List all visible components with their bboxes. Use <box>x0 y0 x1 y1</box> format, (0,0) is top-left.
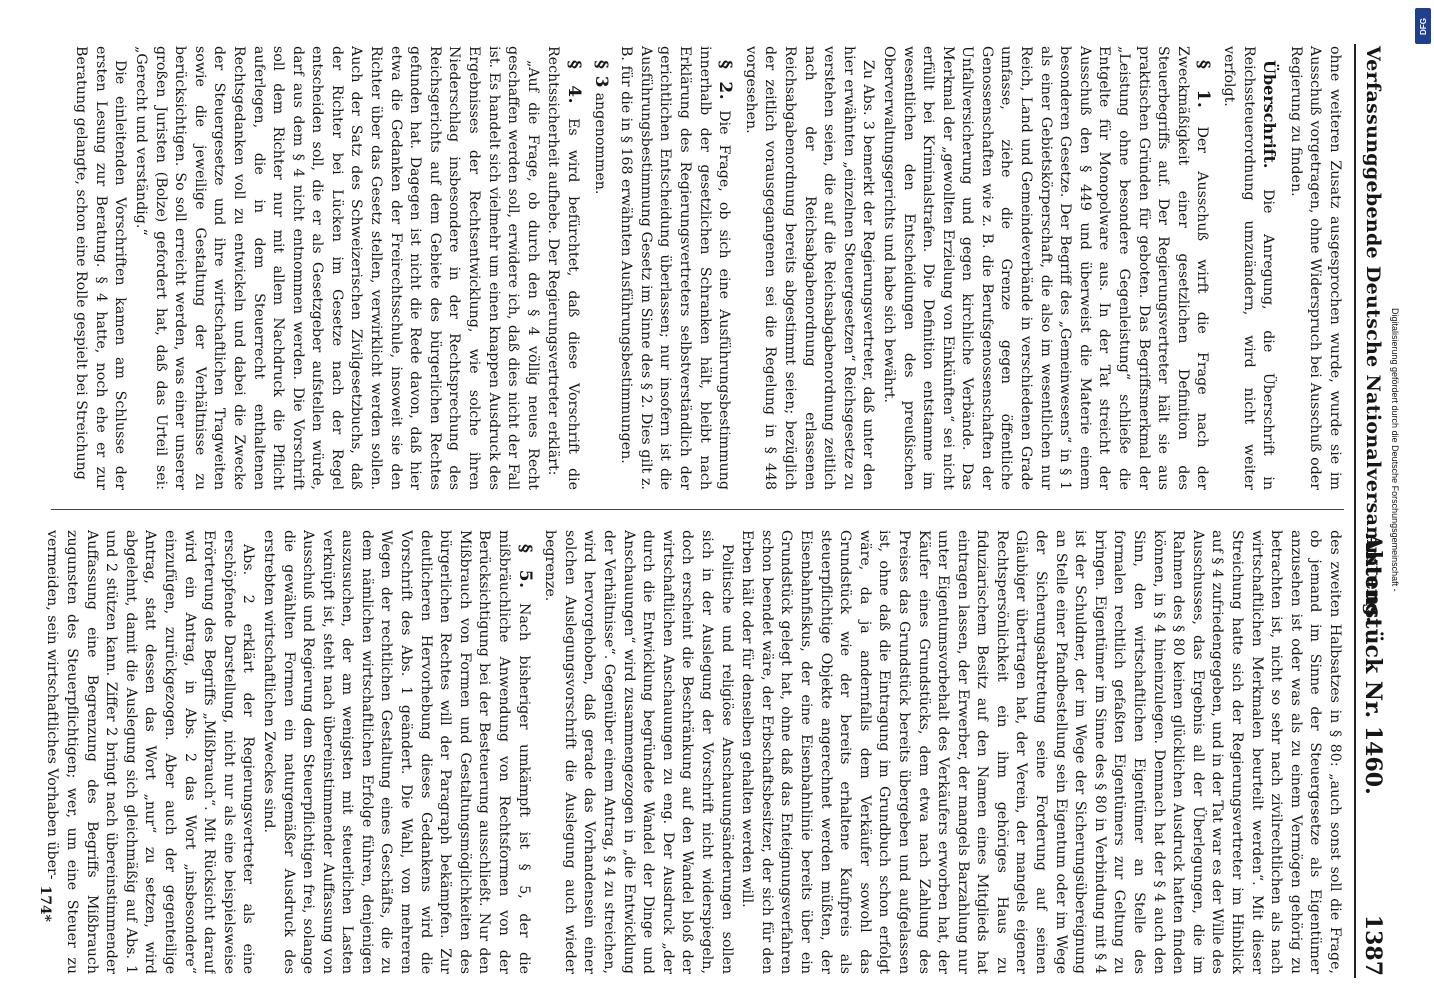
signature-mark: 174* <box>37 885 53 922</box>
document-number: Aktenstück Nr. 1460. <box>1360 533 1386 795</box>
section-label: § 1. <box>1193 60 1214 109</box>
running-head-title: Verfassunggebende Deutsche Nationalversammlung. <box>1362 46 1384 624</box>
section-3 <box>589 46 610 490</box>
paragraph: Abs. 2 erklärt der Regierungsvertreter als eine erschöpfende Darstellung, nicht nur als eine beispielsweise Erörterung des Begriffs „Mißbrauch“. Mit Rücksicht darauf wird ein Antrag, in Abs. 2 das Wort „insbesondere“ einzufügen, zurückgezogen. Aber auch der gegenteilige Antrag, statt dessen das Wort „nur“ zu setzen, wird abgelehnt, damit die Auslegung sich gleichmäßig auf Abs. 1 und 2 stützen kann. Ziffer 2 bringt nach übereinstimmender Auffassung eine Begrenzung des Begriffs Mißbrauch zugunsten des Steuerpflichtigen; wer, um eine Steuer zu vermeiden, sein wirtschaftliches Vorhaben über- <box>44 530 257 974</box>
section-2 <box>616 46 735 490</box>
paragraph: Politische und religiöse Anschauungsänderungen sollen sich in der Auslegung der Vorschrift nicht widerspiegeln, doch erscheint die Beschränkung auf den Wandel bloß der wirtschaftlichen Anschauungen zu eng. Der Ausdruck „der durch die Entwicklung begründete Wandel der Dinge und Anschauungen“ wird zusammengezogen in „die Entwicklung der Verhältnisse“. Gegenüber einem Antrag, § 4 zu streichen, wird hervorgehoben, daß gerade das Vorhandensein einer solchen Auslegungsvorschrift die Auslegung auch wieder begrenze. <box>542 530 735 974</box>
dfg-logo: DFG <box>1415 8 1431 44</box>
section-4 <box>543 46 583 490</box>
scanned-page <box>35 40 1390 982</box>
section-label: § 2. <box>715 60 736 101</box>
left-column <box>43 46 1344 490</box>
section-text: Die Anregung, die Überschrift in Reichssteuerordnung umzuändern, wird nicht weiter verfolgt. <box>1221 46 1277 490</box>
section-text: Die Frage, ob sich eine Ausführungsbestimmung innerhalb der gesetzlichen Schranken hält, bleibt nach Erklärung des Regierungsvertreters selbstverständlich der gerichtlichen Entscheidung überlassen; nur insofern ist die Ausführungsbestimmung Gesetz im Sinne des § 2. Dies gilt z. B. für die in § 168 erwähnten Ausführungsbestimmungen. <box>618 46 733 490</box>
quotation: „Auf die Frage, ob durch den § 4 völlig neues Recht geschaffen werden soll, erwidere ich, daß dies nicht der Fall ist. Es handelt sich vielmehr um einen knappen Ausdruck des Ergebnisses der Rechtsentwicklung, wie solche ihren Niederschlag insbesondere in der Rechtsprechung des Reichsgerichts auf dem Gebiete des bürgerlichen Rechtes gefunden hat. Dagegen ist nicht die Rede davon, daß hier etwa die Gedanken der Freirechtsschule, insoweit sie den Richter über das Gesetz stellen, verwirklicht werden sollen. Auch der Satz des Schweizerischen Zivilgesetzbuchs, daß der Richter bei Lücken im Gesetze nach der Regel entscheiden soll, die er als Gesetzgeber aufstellen würde, darf aus dem § 4 nicht entnommen werden. Die Vorschrift soll dem Richter nur mit allem Nachdruck die Pflicht auferlegen, die in dem Steuerrecht enthaltenen Rechtsgedanken voll zu entwickeln und dabei die Zwecke der Steuergesetze und ihre wirtschaftlichen Tragweiten sowie die jeweilige Gestaltung der Verhältnisse zu berücksichtigen. So soll erreicht werden, was einer unserer großen Juristen (Bolze) gefordert hat, daß das Urteil sei: „Gerecht und verständig.“ <box>132 46 541 490</box>
paragraph: des zweiten Halbsatzes in § 80: „auch sonst soll die Frage, ob jemand im Sinne der Steuergesetze als Eigentümer anzusehen ist oder was als zu einem Vermögen gehörig zu betrachten ist, nicht so sehr nach zivilrechtlichen als nach wirtschaftlichen Merkmalen beurteilt werden“. Mit dieser Streichung hatte sich der Regierungsvertreter im Hinblick auf § 4 zufriedengegeben, und in der Tat war es der Wille des Ausschusses, das Ergebnis all der Überlegungen, die im Rahmen des § 80 keinen glücklichen Ausdruck hatten finden können, in § 4 hineinzulegen. Demnach hat der § 4 auch den Sinn, den wirtschaftlichen Eigentümer an Stelle des formalen rechtlich gefaßten Eigentümers zur Geltung zu bringen. Eigentümer im Sinne des § 80 in Verbindung mit § 4 ist der Schuldner, der im Wege der Sicherungsübereignung an Stelle einer Pfandbestellung sein Eigentum oder im Wege der Sicherungsabtretung seine Forderung auf seinen Gläubiger übertragen hat, der Verein, der mangels eigener Rechtspersönlichkeit ein ihm gehöriges Haus zu fiduziarischem Besitz auf den Namen eines Mitglieds hat eintragen lassen, der Erwerber, der mangels Barzahlung nur unter Eigentumsvorbehalt des Verkäufers erworben hat, der Käufer eines Grundstücks, dem etwa nach Zahlung des Preises das Grundstück bereits übergeben und aufgelassen ist, ohne daß die Eintragung im Grundbuch schon erfolgt wäre, da ja andernfalls dem Verkäufer sowohl das Grundstück wie der bereits erhaltene Kaufpreis als steuerpflichtige Objekte angerechnet werden müßten, der Eisenbahnfiskus, der eine Eisenbahnlinie bereits über ein Grundstück gelegt hat, ohne daß das Enteignungsverfahren schon beendet wäre, der Erbschaftsbesitzer, der sich für den Erben hält oder für denselben gehalten werden will. <box>739 530 1343 974</box>
digitization-credit <box>1390 8 1431 992</box>
section-text: Der Ausschuß wirft die Frage nach der Zweckmäßigkeit einer gesetzlichen Definition des Steuerbegriffs auf. Der Regierungsvertreter hält sie aus praktischen Gründen für geboten. Das Begriffsmerkmal der „Leistung ohne besondere Gegenleistung“ schließe die Entgelte für Monopolware aus. In der Tat streicht der Ausschuß den § 449 und überweist die Materie einem besonderen Gesetze. Der Begriff des „Gemeinwesens“ in § 1 als einer Gebietskörperschaft, die also im wesentlichen nur Reich, Land und Gemeindeverbände in verschiedenen Grade umfasse, ziehe die Grenze gegen öffentliche Genossenschaften wie z. B. die Berufsgenossenschaften der Unfallversicherung und gegen kirchliche Verbände. Das Merkmal der „gewollten Erzielung von Einkünften“ sei nicht erfüllt bei Kriminalstrafen. Die Definition entstamme im wesentlichen den Entscheidungen des preußischen Oberverwaltungsgerichts und habe sich bewährt. <box>880 46 1211 490</box>
section-label: § 5. <box>514 544 535 589</box>
section-5 <box>258 530 533 974</box>
section-text: Es wird befürchtet, daß diese Vorschrift die Rechtssicherheit aufhebe. Der Regierungsvertreter erklärt: <box>545 46 582 490</box>
section-label: § 3 <box>590 60 611 89</box>
section-text: angenommen. <box>591 92 608 195</box>
paragraph: Zu Abs. 3 bemerkt der Regierungsvertreter, daß unter den hier erwähnten „einzelnen Steuergesetzen“ Reichsgesetze zu verstehen seien, die auf die Reichsabgabenordnung zeitlich nach der Reichsabgabenordnung erlassenen Reichsabgabenordnung bereits abgestimmt seien; bezüglich der zeitlich vorausgegangenen sei die Regelung in § 448 vorgesehen. <box>742 46 877 490</box>
section-1 <box>878 46 1212 490</box>
section-title: Überschrift. <box>1260 60 1280 169</box>
running-head-right <box>1360 534 1386 976</box>
credit-text: Digitalisierung gefördert durch die Deutsche Forschungsgemeinschaft - <box>1390 308 1400 592</box>
section-ueberschrift <box>1218 46 1279 490</box>
right-column <box>43 530 1344 974</box>
paragraph: Die einleitenden Vorschriften kamen am Schlusse der ersten Lesung zur Beratung. § 4 hatte, noch ehe er zur Beratung gelangte, schon eine Rolle gespielt bei Streichung <box>73 46 129 490</box>
section-label: § 4. <box>564 60 585 105</box>
scanned-page-frame <box>35 40 1390 982</box>
header-rule <box>1354 44 1356 978</box>
paragraph: ohne weiteren Zusatz ausgesprochen wurde, wurde sie im Ausschuß vorgetragen, ohne Widerspruch bei Ausschuß oder Regierung zu finden. <box>1287 46 1343 490</box>
column-rule <box>51 509 1344 510</box>
page-number: 1387 <box>1360 914 1386 976</box>
section-text: Nach bisheriger umkämpft ist § 5, der die mißbräuchliche Anwendung von Rechtsformen von der Berücksichtigung bei der Besteuerung ausschließt. Nur den Mißbrauch von Formen und Gestaltungsmöglichkeiten des bürgerlichen Rechtes will der Paragraph bekämpfen. Zur deutlicheren Hervorhebung dieses Gedankens wird die Vorschrift des Abs. 1 geändert. Die Wahl, von mehreren Wegen der rechtlichen Gestaltung eines Geschäfts, die zu dem nämlichen wirtschaftlichen Erfolge führen, denjenigen auszusuchen, der am wenigsten mit steuerlichen Lasten verknüpft ist, steht nach übereinstimmender Auffassung von Ausschuß und Regierung dem Steuerpflichtigen frei, solange die gewählten Formen ein naturgemäßer Ausdruck des erstrebten wirtschaftlichen Zweckes sind. <box>260 530 532 974</box>
